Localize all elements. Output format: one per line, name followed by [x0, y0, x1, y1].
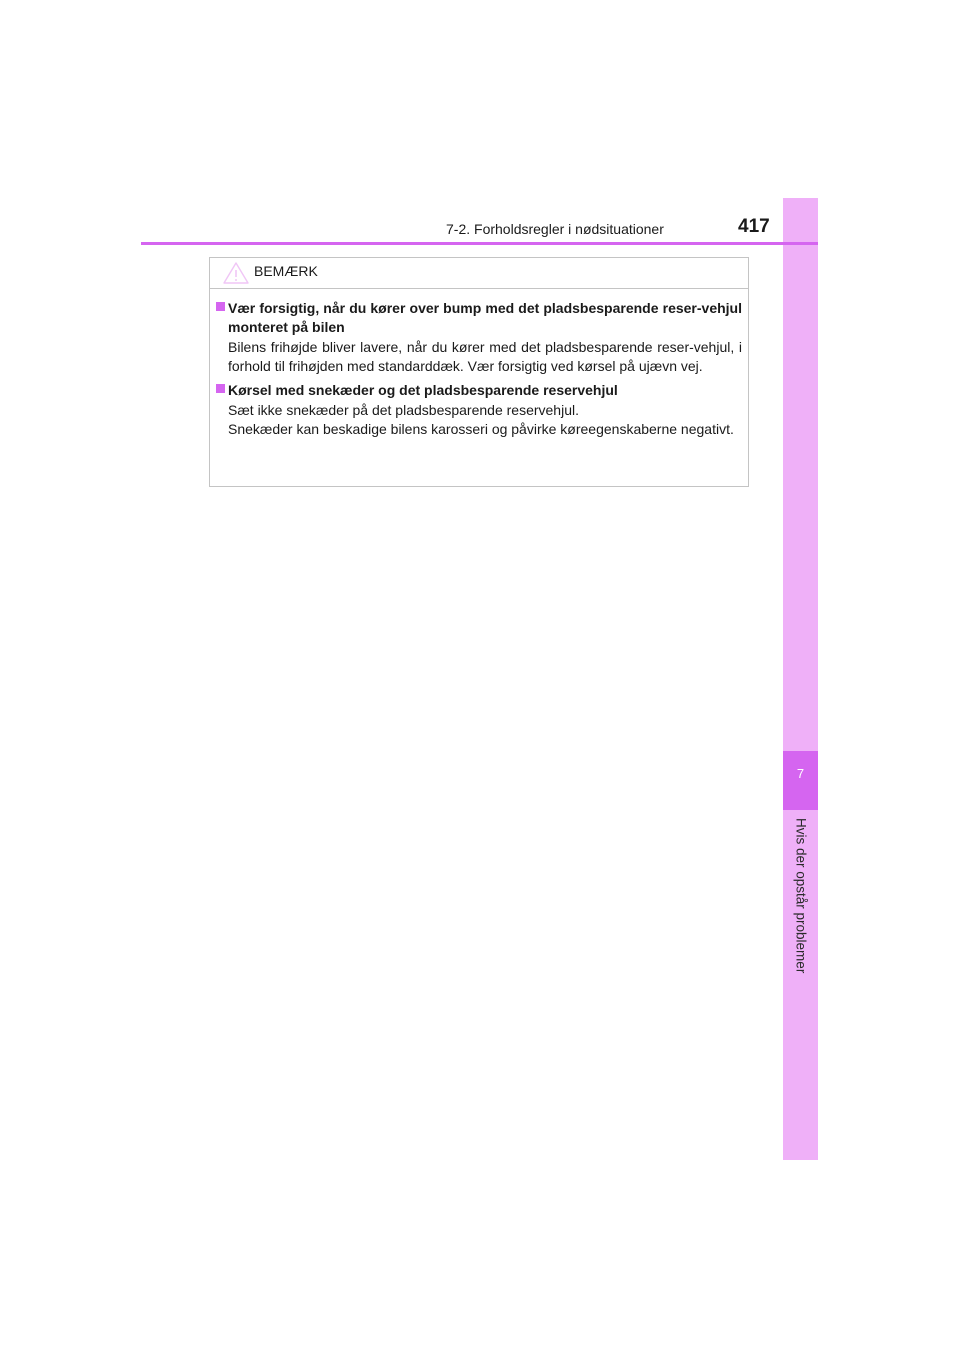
item-paragraph: Snekæder kan beskadige bilens karosseri og påvirke køreegenskaberne negativt. [228, 421, 734, 437]
chapter-side-tab [783, 198, 818, 1160]
notice-title: BEMÆRK [254, 263, 318, 279]
notice-header [210, 258, 748, 289]
notice-box [209, 257, 749, 487]
item-text [228, 338, 742, 376]
section-title: 7-2. Forholdsregler i nødsituationer [446, 221, 664, 237]
notice-body [216, 299, 742, 444]
page-number: 417 [738, 216, 770, 237]
square-bullet-icon [216, 384, 225, 393]
chapter-number: 7 [796, 766, 805, 781]
item-heading: Kørsel med snekæder og det pladsbesparende reservehjul [228, 382, 618, 398]
item-heading: Vær forsigtig, når du kører over bump med det pladsbesparende reser-vehjul monteret på bilen [228, 300, 742, 335]
square-bullet-icon [216, 302, 225, 311]
notice-item [216, 299, 742, 376]
warning-triangle-icon [222, 261, 250, 285]
item-paragraph: Sæt ikke snekæder på det pladsbesparende reservehjul. [228, 402, 579, 418]
chapter-title: Hvis der opstår problemer [793, 818, 809, 974]
item-text [228, 401, 742, 439]
item-paragraph: Bilens frihøjde bliver lavere, når du kører med det pladsbesparende reser-vehjul, i forhold til frihøjden med standarddæk. Vær forsigtig ved kørsel på ujævn vej. [228, 339, 742, 374]
notice-item [216, 381, 742, 439]
header-rule [141, 242, 818, 245]
